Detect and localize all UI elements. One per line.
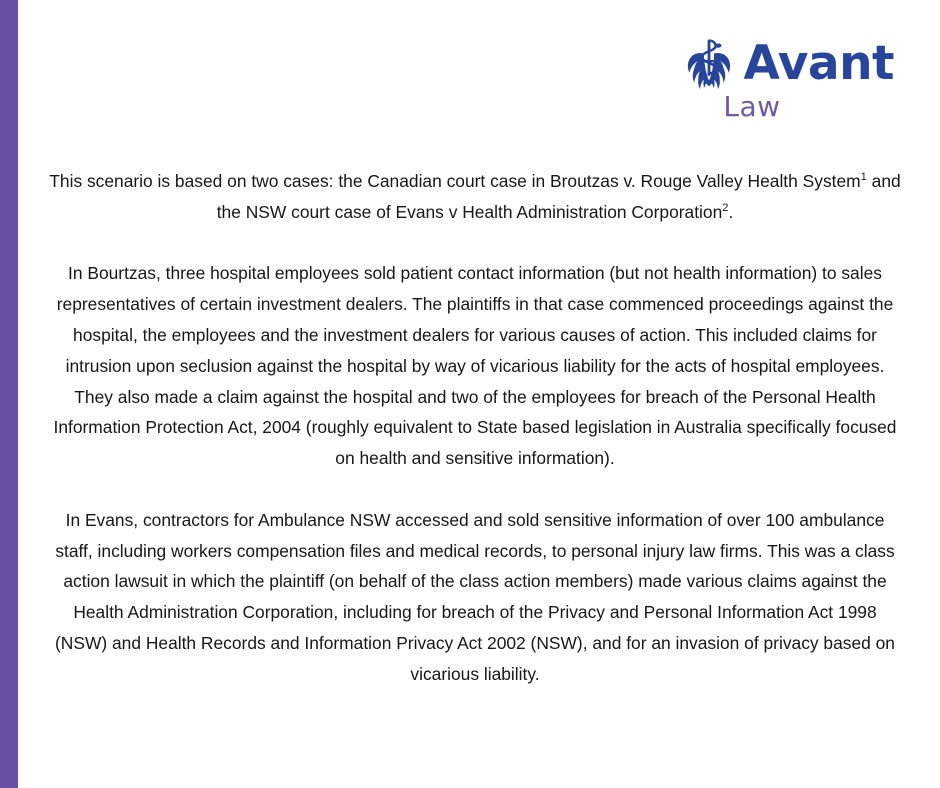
logo-primary-row <box>682 36 894 90</box>
paragraph-evans: In Evans, contractors for Ambulance NSW accessed and sold sensitive information of over 100 ambulance staff, including workers compensation files and medical records, to personal injury law firms. This was a class action lawsuit in which the plaintiff (on behalf of the class action members) made various claims against the Health Administration Corporation, including for breach of the Privacy and Personal Information Act 1998 (NSW) and Health Records and Information Privacy Act 2002 (NSW), and for an invasion of privacy based on vicarious liability. <box>55 509 895 684</box>
avant-caduceus-wings-emblem <box>680 37 738 89</box>
left-accent-bar <box>0 0 18 788</box>
logo-subtitle: Law <box>723 90 781 123</box>
footnote-marker: 2 <box>722 202 729 214</box>
avant-law-logo <box>682 36 894 123</box>
slide-canvas <box>18 0 940 788</box>
paragraph-intro: This scenario is based on two cases: the Canadian court case in Broutzas v. Rouge Valley Health System$^1$ and the NSW court case of Evans v Health Administration Corporation$^2$. <box>49 171 901 222</box>
paragraph-bourtzas: In Bourtzas, three hospital employees sold patient contact information (but not health information) to sales representatives of certain investment dealers. The plaintiffs in that case commenced proceedings against the hospital, the employees and the investment dealers for various causes of action. This included claims for intrusion upon seclusion against the hospital by way of vicarious liability for the acts of hospital employees. They also made a claim against the hospital and two of the employees for breach of the Personal Health Information Protection Act, 2004 (roughly equivalent to State based legislation in Australia specifically focused on health and sensitive information). <box>53 263 897 469</box>
slide-body-text <box>45 166 905 690</box>
footnote-marker: 1 <box>860 171 867 184</box>
logo-wordmark: Avant <box>743 35 894 91</box>
